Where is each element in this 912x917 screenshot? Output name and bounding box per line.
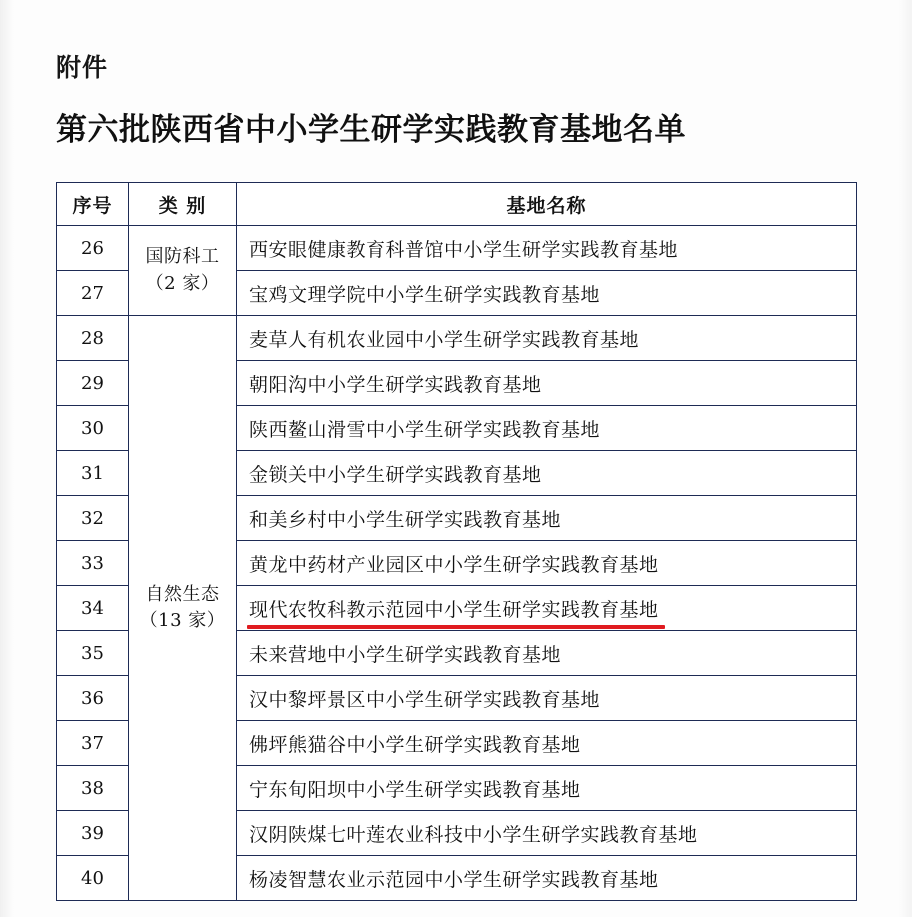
category-cell-defense: [129, 226, 237, 316]
table-row: [57, 226, 857, 271]
table-row: [57, 316, 857, 361]
row-index: 32: [57, 496, 129, 541]
row-base-name: [237, 226, 857, 271]
category-label-line1: 自然生态: [145, 583, 220, 605]
row-base-name-text: 金锁关中小学生研学实践教育基地: [249, 463, 542, 486]
row-base-name: [237, 496, 857, 541]
table-body: [57, 226, 857, 901]
row-index: 38: [57, 766, 129, 811]
row-base-name: [237, 856, 857, 901]
row-base-name: [237, 586, 857, 631]
category-label-line2: （13 家）: [139, 610, 226, 631]
attachment-label: 附件: [56, 53, 109, 82]
row-index: 28: [57, 316, 129, 361]
row-base-name: [237, 676, 857, 721]
row-base-name: [237, 766, 857, 811]
row-index: 40: [57, 856, 129, 901]
listing-table: [56, 182, 857, 901]
row-base-name: [237, 451, 857, 496]
category-label-line2: （2 家）: [145, 272, 220, 294]
row-base-name-text: 汉中黎坪景区中小学生研学实践教育基地: [249, 688, 601, 711]
row-base-name-text: 未来营地中小学生研学实践教育基地: [249, 643, 562, 666]
row-base-name-text: 西安眼健康教育科普馆中小学生研学实践教育基地: [249, 238, 679, 261]
row-base-name: [237, 811, 857, 856]
row-base-name: [237, 406, 857, 451]
row-base-name-text: 陕西鳌山滑雪中小学生研学实践教育基地: [249, 418, 601, 441]
column-header-index: 序号: [57, 183, 129, 226]
page-title: 第六批陕西省中小学生研学实践教育基地名单: [56, 112, 686, 148]
listing-table-container: [56, 182, 856, 901]
row-index: 29: [57, 361, 129, 406]
category-label-line1: 国防科工: [145, 246, 220, 268]
column-header-name: 基地名称: [237, 183, 857, 226]
row-base-name-text: 宝鸡文理学院中小学生研学实践教育基地: [249, 283, 601, 306]
row-base-name-text: 宁东旬阳坝中小学生研学实践教育基地: [249, 778, 581, 801]
row-index: 35: [57, 631, 129, 676]
row-index: 26: [57, 226, 129, 271]
row-index: 37: [57, 721, 129, 766]
row-base-name-text: 朝阳沟中小学生研学实践教育基地: [249, 373, 542, 396]
row-index: 31: [57, 451, 129, 496]
page-edge-shadow-left: [0, 0, 14, 917]
row-index: 33: [57, 541, 129, 586]
page-edge-shadow-right: [898, 0, 912, 917]
row-index: 30: [57, 406, 129, 451]
row-base-name: [237, 271, 857, 316]
row-base-name-text: 和美乡村中小学生研学实践教育基地: [249, 508, 562, 531]
table-header-row: [57, 183, 857, 226]
row-base-name: [237, 631, 857, 676]
row-base-name-text: 杨凌智慧农业示范园中小学生研学实践教育基地: [249, 868, 659, 891]
row-base-name-text: 现代农牧科教示范园中小学生研学实践教育基地: [249, 595, 659, 622]
row-base-name-text: 麦草人有机农业园中小学生研学实践教育基地: [249, 328, 640, 351]
row-base-name: [237, 361, 857, 406]
row-base-name: [237, 541, 857, 586]
row-index: 27: [57, 271, 129, 316]
row-base-name: [237, 316, 857, 361]
row-base-name-text: 黄龙中药材产业园区中小学生研学实践教育基地: [249, 553, 659, 576]
row-base-name-text: 佛坪熊猫谷中小学生研学实践教育基地: [249, 733, 581, 756]
row-index: 36: [57, 676, 129, 721]
row-index: 39: [57, 811, 129, 856]
row-base-name-text: 汉阴陕煤七叶莲农业科技中小学生研学实践教育基地: [249, 823, 698, 846]
row-base-name: [237, 721, 857, 766]
category-cell-nature: [129, 316, 237, 901]
row-index: 34: [57, 586, 129, 631]
column-header-category: 类 别: [129, 183, 237, 226]
